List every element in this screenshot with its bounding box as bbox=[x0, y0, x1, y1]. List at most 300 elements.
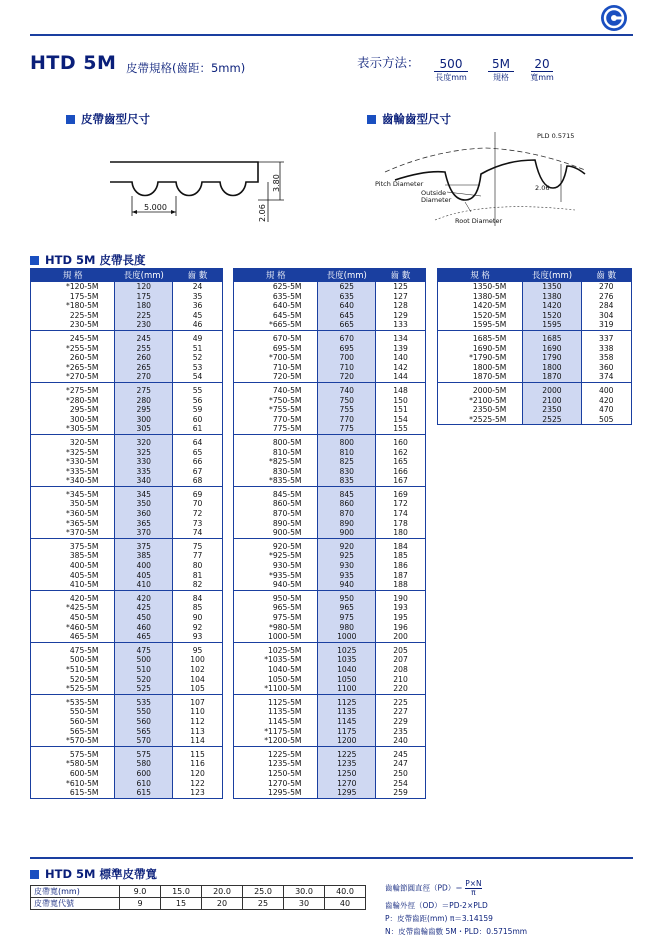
teeth-cell: 160 bbox=[393, 437, 408, 447]
teeth-cell: 185 bbox=[393, 551, 408, 561]
row-group bbox=[31, 282, 223, 331]
length-cell: 225 bbox=[115, 311, 173, 321]
teeth-cell: 56 bbox=[192, 395, 203, 405]
length-cell: 670 bbox=[318, 330, 376, 343]
teeth-cell: 205 bbox=[393, 645, 408, 655]
table-row bbox=[234, 675, 426, 685]
length-cell: 870 bbox=[318, 509, 376, 519]
spec-cell: *2525-5M bbox=[438, 415, 523, 425]
teeth-cell: 247 bbox=[393, 759, 408, 769]
table-row bbox=[31, 551, 223, 561]
row-group bbox=[438, 282, 632, 331]
teeth-cell: 69 bbox=[192, 489, 203, 499]
spec-cell: 410-5M bbox=[31, 580, 115, 590]
spec-cell: 230-5M bbox=[31, 320, 115, 330]
teeth-cell: 148 bbox=[393, 385, 408, 395]
formula-od: 齒輪外徑（OD）＝PD-2×PLD bbox=[385, 901, 488, 910]
table-row bbox=[31, 320, 223, 330]
spec-cell: 400-5M bbox=[69, 561, 99, 571]
spec-cell: 640-5M bbox=[272, 301, 302, 311]
table-row bbox=[31, 476, 223, 486]
spec-cell: 710-5M bbox=[272, 362, 302, 372]
teeth-cell: 77 bbox=[192, 551, 203, 561]
table-row bbox=[438, 353, 632, 363]
teeth-cell: 259 bbox=[376, 788, 426, 798]
length-cell: 120 bbox=[115, 282, 173, 292]
pulley-profile-heading bbox=[367, 111, 451, 127]
table-row bbox=[234, 788, 426, 798]
table-row bbox=[438, 415, 632, 425]
table-row bbox=[234, 736, 426, 746]
length-cell: 565 bbox=[115, 727, 173, 737]
table-row bbox=[234, 301, 426, 311]
spec-cell: 1145-5M bbox=[268, 716, 302, 726]
length-cell: 175 bbox=[115, 292, 173, 302]
belt-height-label: 3.80 bbox=[272, 174, 281, 192]
row-group bbox=[234, 434, 426, 486]
notation-width-value: 20 bbox=[531, 57, 553, 72]
spec-cell: 975-5M bbox=[272, 613, 302, 622]
table-row bbox=[234, 528, 426, 538]
spec-cell: 550-5M bbox=[69, 707, 99, 717]
width-code-cell: 40 bbox=[325, 898, 366, 910]
length-cell: 180 bbox=[115, 301, 173, 311]
length-cell: 1595 bbox=[523, 320, 581, 330]
spec-cell: 645-5M bbox=[272, 310, 302, 320]
teeth-cell: 193 bbox=[393, 603, 408, 613]
teeth-cell: 35 bbox=[192, 291, 203, 301]
teeth-cell: 180 bbox=[376, 528, 426, 538]
spec-cell: *535-5M bbox=[66, 697, 99, 707]
length-cell: 245 bbox=[115, 330, 173, 343]
teeth-cell: 127 bbox=[393, 291, 408, 301]
teeth-cell: 113 bbox=[190, 726, 205, 736]
row-group bbox=[31, 642, 223, 694]
teeth-cell: 227 bbox=[393, 707, 408, 717]
length-cell: 1050 bbox=[318, 675, 376, 685]
length-cell: 385 bbox=[115, 551, 173, 561]
column-header: 齒 數 bbox=[376, 269, 426, 282]
teeth-cell: 68 bbox=[173, 476, 223, 486]
spec-cell: *750-5M bbox=[269, 395, 302, 405]
spec-cell: *835-5M bbox=[234, 476, 318, 486]
spec-cell: *570-5M bbox=[31, 736, 115, 746]
formula-pd bbox=[385, 880, 482, 897]
table-row bbox=[234, 665, 426, 675]
width-cell: 40.0 bbox=[325, 886, 366, 898]
table-row bbox=[31, 330, 223, 343]
teeth-cell: 85 bbox=[192, 603, 203, 613]
teeth-cell: 70 bbox=[192, 499, 203, 509]
spec-cell: 1870-5M bbox=[438, 372, 523, 382]
spec-cell: 560-5M bbox=[69, 716, 99, 726]
column-header: 長度(mm) bbox=[523, 269, 581, 282]
spec-cell: *700-5M bbox=[269, 353, 302, 363]
spec-cell: 1690-5M bbox=[472, 343, 507, 353]
length-cell: 265 bbox=[115, 363, 173, 373]
table-row bbox=[31, 707, 223, 717]
length-cell: 1520 bbox=[523, 311, 581, 321]
length-cell: 1350 bbox=[523, 282, 581, 292]
teeth-cell: 61 bbox=[173, 424, 223, 434]
spec-cell: *325-5M bbox=[66, 447, 99, 457]
table-row bbox=[31, 779, 223, 789]
column-header: 齒 數 bbox=[581, 269, 631, 282]
table-row bbox=[31, 590, 223, 603]
table-row bbox=[438, 372, 632, 382]
length-table-3 bbox=[437, 268, 632, 425]
pld-label: PLD 0.5715 bbox=[537, 132, 575, 140]
spec-cell: *365-5M bbox=[66, 518, 99, 528]
spec-cell: 965-5M bbox=[272, 603, 302, 613]
table-header-row bbox=[234, 269, 426, 282]
teeth-cell: 81 bbox=[192, 570, 203, 580]
row-group bbox=[234, 282, 426, 331]
table-row bbox=[31, 363, 223, 373]
table-row bbox=[234, 727, 426, 737]
length-cell: 1870 bbox=[523, 372, 581, 382]
length-cell: 280 bbox=[115, 396, 173, 406]
length-cell: 720 bbox=[318, 372, 376, 382]
row-group bbox=[31, 694, 223, 746]
table-row bbox=[234, 476, 426, 486]
notation-length-value: 500 bbox=[434, 57, 468, 72]
spec-cell: 775-5M bbox=[234, 424, 318, 434]
table-row bbox=[438, 396, 632, 406]
pulley-profile-title: 齒輪齒型尺寸 bbox=[382, 112, 451, 126]
spec-cell: *425-5M bbox=[66, 603, 99, 613]
spec-cell: 635-5M bbox=[272, 291, 302, 301]
spec-cell: 175-5M bbox=[69, 291, 99, 301]
length-cell: 365 bbox=[115, 519, 173, 529]
teeth-cell: 172 bbox=[393, 499, 408, 509]
teeth-cell: 187 bbox=[393, 570, 408, 580]
spec-cell: *265-5M bbox=[66, 362, 99, 372]
table-row bbox=[438, 330, 632, 343]
spec-cell: 940-5M bbox=[234, 580, 318, 590]
row-group bbox=[234, 694, 426, 746]
length-cell: 345 bbox=[115, 486, 173, 499]
teeth-cell: 169 bbox=[393, 489, 408, 499]
page-subtitle: 皮帶規格(齒距：5mm) bbox=[126, 61, 246, 75]
spec-cell: *330-5M bbox=[66, 457, 99, 467]
outside-diameter-label: Outside Diameter bbox=[421, 189, 452, 204]
length-table-heading bbox=[30, 252, 145, 268]
belt-depth-label: 2.06 bbox=[258, 204, 267, 222]
table-row bbox=[31, 528, 223, 538]
length-cell: 1225 bbox=[318, 746, 376, 759]
table-row bbox=[31, 396, 223, 406]
width-table-heading bbox=[30, 866, 157, 882]
table-row bbox=[31, 769, 223, 779]
teeth-cell: 133 bbox=[376, 320, 426, 330]
table-row bbox=[31, 457, 223, 467]
table-row bbox=[31, 665, 223, 675]
width-code-cell: 9 bbox=[120, 898, 161, 910]
spec-cell: 1595-5M bbox=[438, 320, 523, 330]
table-row bbox=[31, 344, 223, 354]
row-group bbox=[234, 642, 426, 694]
teeth-cell: 276 bbox=[599, 291, 614, 301]
length-cell: 420 bbox=[115, 590, 173, 603]
row-group bbox=[31, 746, 223, 798]
length-cell: 1270 bbox=[318, 779, 376, 789]
length-cell: 330 bbox=[115, 457, 173, 467]
teeth-cell: 195 bbox=[393, 613, 408, 622]
table-row bbox=[31, 717, 223, 727]
length-cell: 775 bbox=[318, 424, 376, 434]
tooth-profile-title: 皮帶齒型尺寸 bbox=[81, 112, 150, 126]
teeth-cell: 188 bbox=[376, 580, 426, 590]
bullet-square-icon bbox=[367, 115, 376, 124]
table-row bbox=[31, 632, 223, 642]
spec-cell: *825-5M bbox=[269, 457, 302, 467]
bullet-square-icon bbox=[66, 115, 75, 124]
table-row bbox=[234, 707, 426, 717]
length-cell: 920 bbox=[318, 538, 376, 551]
formula-n: N：皮帶齒輪齒數 5M・PLD：0.5715mm bbox=[385, 927, 528, 936]
spec-cell: 930-5M bbox=[272, 561, 302, 571]
row-group bbox=[234, 330, 426, 382]
table-row bbox=[234, 694, 426, 707]
teeth-cell: 112 bbox=[190, 716, 205, 726]
width-code-cell: 15 bbox=[161, 898, 202, 910]
table-row bbox=[234, 590, 426, 603]
length-cell: 305 bbox=[115, 424, 173, 434]
teeth-cell: 142 bbox=[393, 362, 408, 372]
length-cell: 610 bbox=[115, 779, 173, 789]
teeth-cell: 134 bbox=[393, 333, 408, 343]
teeth-cell: 74 bbox=[173, 528, 223, 538]
table-row bbox=[234, 292, 426, 302]
teeth-cell: 270 bbox=[599, 282, 614, 291]
spec-cell: 300-5M bbox=[69, 414, 99, 424]
length-cell: 370 bbox=[115, 528, 173, 538]
length-cell: 570 bbox=[115, 736, 173, 746]
page-title: HTD 5M bbox=[30, 52, 117, 74]
spec-cell: *1035-5M bbox=[264, 655, 302, 665]
spec-cell: *460-5M bbox=[66, 622, 99, 632]
table-row bbox=[234, 330, 426, 343]
teeth-cell: 75 bbox=[192, 541, 203, 551]
table-row bbox=[234, 759, 426, 769]
spec-cell: *335-5M bbox=[66, 466, 99, 476]
length-cell: 525 bbox=[115, 684, 173, 694]
teeth-cell: 24 bbox=[192, 282, 203, 291]
column-header: 長度(mm) bbox=[115, 269, 173, 282]
teeth-cell: 166 bbox=[393, 466, 408, 476]
company-logo bbox=[600, 4, 628, 32]
table-row bbox=[438, 292, 632, 302]
length-cell: 1690 bbox=[523, 344, 581, 354]
row-group bbox=[234, 590, 426, 642]
spec-cell: 810-5M bbox=[272, 447, 302, 457]
column-header: 規 格 bbox=[438, 269, 523, 282]
table-row bbox=[234, 353, 426, 363]
length-cell: 1790 bbox=[523, 353, 581, 363]
table-row bbox=[234, 372, 426, 382]
spec-cell: 520-5M bbox=[69, 674, 99, 684]
spec-cell: 1685-5M bbox=[472, 333, 507, 343]
teeth-cell: 200 bbox=[376, 632, 426, 642]
table-row bbox=[234, 509, 426, 519]
table-row bbox=[234, 344, 426, 354]
table-row bbox=[234, 448, 426, 458]
table-row bbox=[234, 717, 426, 727]
length-cell: 375 bbox=[115, 538, 173, 551]
length-cell: 1175 bbox=[318, 727, 376, 737]
spec-cell: 465-5M bbox=[31, 632, 115, 642]
length-cell: 2000 bbox=[523, 382, 581, 395]
length-cell: 900 bbox=[318, 528, 376, 538]
length-cell: 500 bbox=[115, 655, 173, 665]
spec-cell: *345-5M bbox=[66, 489, 99, 499]
teeth-cell: 84 bbox=[192, 593, 203, 603]
table-row bbox=[234, 684, 426, 694]
length-cell: 1100 bbox=[318, 684, 376, 694]
teeth-cell: 165 bbox=[393, 457, 408, 467]
spec-cell: *925-5M bbox=[269, 551, 302, 561]
spec-cell: *510-5M bbox=[66, 664, 99, 674]
spec-cell: 475-5M bbox=[69, 645, 99, 655]
length-cell: 940 bbox=[318, 580, 376, 590]
length-cell: 580 bbox=[115, 759, 173, 769]
length-cell: 710 bbox=[318, 363, 376, 373]
spec-cell: 320-5M bbox=[69, 437, 99, 447]
spec-cell: 405-5M bbox=[69, 570, 99, 580]
spec-cell: 845-5M bbox=[272, 489, 302, 499]
length-cell: 890 bbox=[318, 519, 376, 529]
width-code-cell: 20 bbox=[202, 898, 243, 910]
table-row bbox=[31, 675, 223, 685]
length-cell: 520 bbox=[115, 675, 173, 685]
teeth-cell: 207 bbox=[393, 655, 408, 665]
teeth-cell: 45 bbox=[192, 310, 203, 320]
spec-cell: *370-5M bbox=[31, 528, 115, 538]
length-table-2 bbox=[233, 268, 426, 799]
row-group bbox=[234, 382, 426, 434]
spec-cell: 920-5M bbox=[272, 541, 302, 551]
table-row bbox=[234, 603, 426, 613]
tooth-profile-heading bbox=[66, 111, 150, 127]
teeth-cell: 196 bbox=[393, 622, 408, 632]
table-row bbox=[234, 424, 426, 434]
length-cell: 405 bbox=[115, 571, 173, 581]
table-row bbox=[31, 311, 223, 321]
table-row bbox=[234, 486, 426, 499]
spec-cell: 695-5M bbox=[272, 343, 302, 353]
spec-cell: 615-5M bbox=[31, 788, 115, 798]
table-row bbox=[31, 623, 223, 633]
teeth-cell: 115 bbox=[190, 749, 205, 759]
table-row bbox=[31, 372, 223, 382]
teeth-cell: 210 bbox=[393, 674, 408, 684]
width-row bbox=[31, 886, 366, 898]
table-row bbox=[31, 694, 223, 707]
length-cell: 1250 bbox=[318, 769, 376, 779]
table-row bbox=[31, 655, 223, 665]
length-cell: 1000 bbox=[318, 632, 376, 642]
belt-tooth-diagram bbox=[108, 152, 288, 227]
spec-cell: 1225-5M bbox=[268, 749, 302, 759]
spec-cell: 1520-5M bbox=[472, 310, 507, 320]
spec-cell: *980-5M bbox=[269, 622, 302, 632]
spec-cell: 720-5M bbox=[234, 372, 318, 382]
formula-pd-label: 齒輪節圓直徑（PD）＝ bbox=[385, 883, 463, 893]
table-header-row bbox=[438, 269, 632, 282]
table-row bbox=[31, 736, 223, 746]
length-cell: 360 bbox=[115, 509, 173, 519]
spec-cell: 670-5M bbox=[272, 333, 302, 343]
notation-spec-value: 5M bbox=[488, 57, 514, 72]
length-cell: 560 bbox=[115, 717, 173, 727]
table-row bbox=[234, 499, 426, 509]
table-row bbox=[31, 292, 223, 302]
bullet-square-icon bbox=[30, 256, 39, 265]
teeth-cell: 65 bbox=[192, 447, 203, 457]
teeth-cell: 102 bbox=[190, 664, 205, 674]
spec-cell: 1050-5M bbox=[268, 674, 302, 684]
teeth-cell: 60 bbox=[192, 414, 203, 424]
teeth-cell: 245 bbox=[393, 749, 408, 759]
length-cell: 1125 bbox=[318, 694, 376, 707]
length-cell: 695 bbox=[318, 344, 376, 354]
length-cell: 845 bbox=[318, 486, 376, 499]
teeth-cell: 337 bbox=[599, 333, 614, 343]
length-cell: 575 bbox=[115, 746, 173, 759]
table-row bbox=[31, 684, 223, 694]
pitch-diameter-label: Pitch Diameter bbox=[375, 180, 424, 188]
teeth-cell: 374 bbox=[581, 372, 631, 382]
table-row bbox=[234, 632, 426, 642]
spec-cell: 375-5M bbox=[69, 541, 99, 551]
table-row bbox=[438, 301, 632, 311]
length-cell: 1420 bbox=[523, 301, 581, 311]
spec-cell: 600-5M bbox=[69, 768, 99, 778]
spec-cell: *275-5M bbox=[66, 385, 99, 395]
teeth-cell: 186 bbox=[393, 561, 408, 571]
length-table-title: HTD 5M 皮帶長度 bbox=[45, 253, 146, 267]
length-cell: 635 bbox=[318, 292, 376, 302]
length-cell: 935 bbox=[318, 571, 376, 581]
column-header: 規 格 bbox=[31, 269, 115, 282]
table-row bbox=[234, 561, 426, 571]
pulley-tooth-diagram bbox=[375, 130, 595, 230]
length-cell: 755 bbox=[318, 405, 376, 415]
teeth-cell: 66 bbox=[192, 457, 203, 467]
spec-cell: 1235-5M bbox=[268, 759, 302, 769]
teeth-cell: 208 bbox=[393, 664, 408, 674]
spec-cell: 450-5M bbox=[69, 613, 99, 622]
spec-cell: *525-5M bbox=[31, 684, 115, 694]
teeth-cell: 36 bbox=[192, 301, 203, 311]
length-cell: 810 bbox=[318, 448, 376, 458]
width-table-title: HTD 5M 標準皮帶寬 bbox=[45, 867, 157, 881]
table-row bbox=[31, 519, 223, 529]
table-row bbox=[438, 363, 632, 373]
table-row bbox=[31, 580, 223, 590]
length-cell: 930 bbox=[318, 561, 376, 571]
table-row bbox=[234, 396, 426, 406]
table-row bbox=[31, 448, 223, 458]
teeth-cell: 100 bbox=[190, 655, 205, 665]
spec-cell: *610-5M bbox=[66, 778, 99, 788]
table-row bbox=[31, 788, 223, 798]
teeth-cell: 229 bbox=[393, 716, 408, 726]
spec-cell: *755-5M bbox=[269, 405, 302, 415]
table-row bbox=[234, 779, 426, 789]
length-cell: 860 bbox=[318, 499, 376, 509]
